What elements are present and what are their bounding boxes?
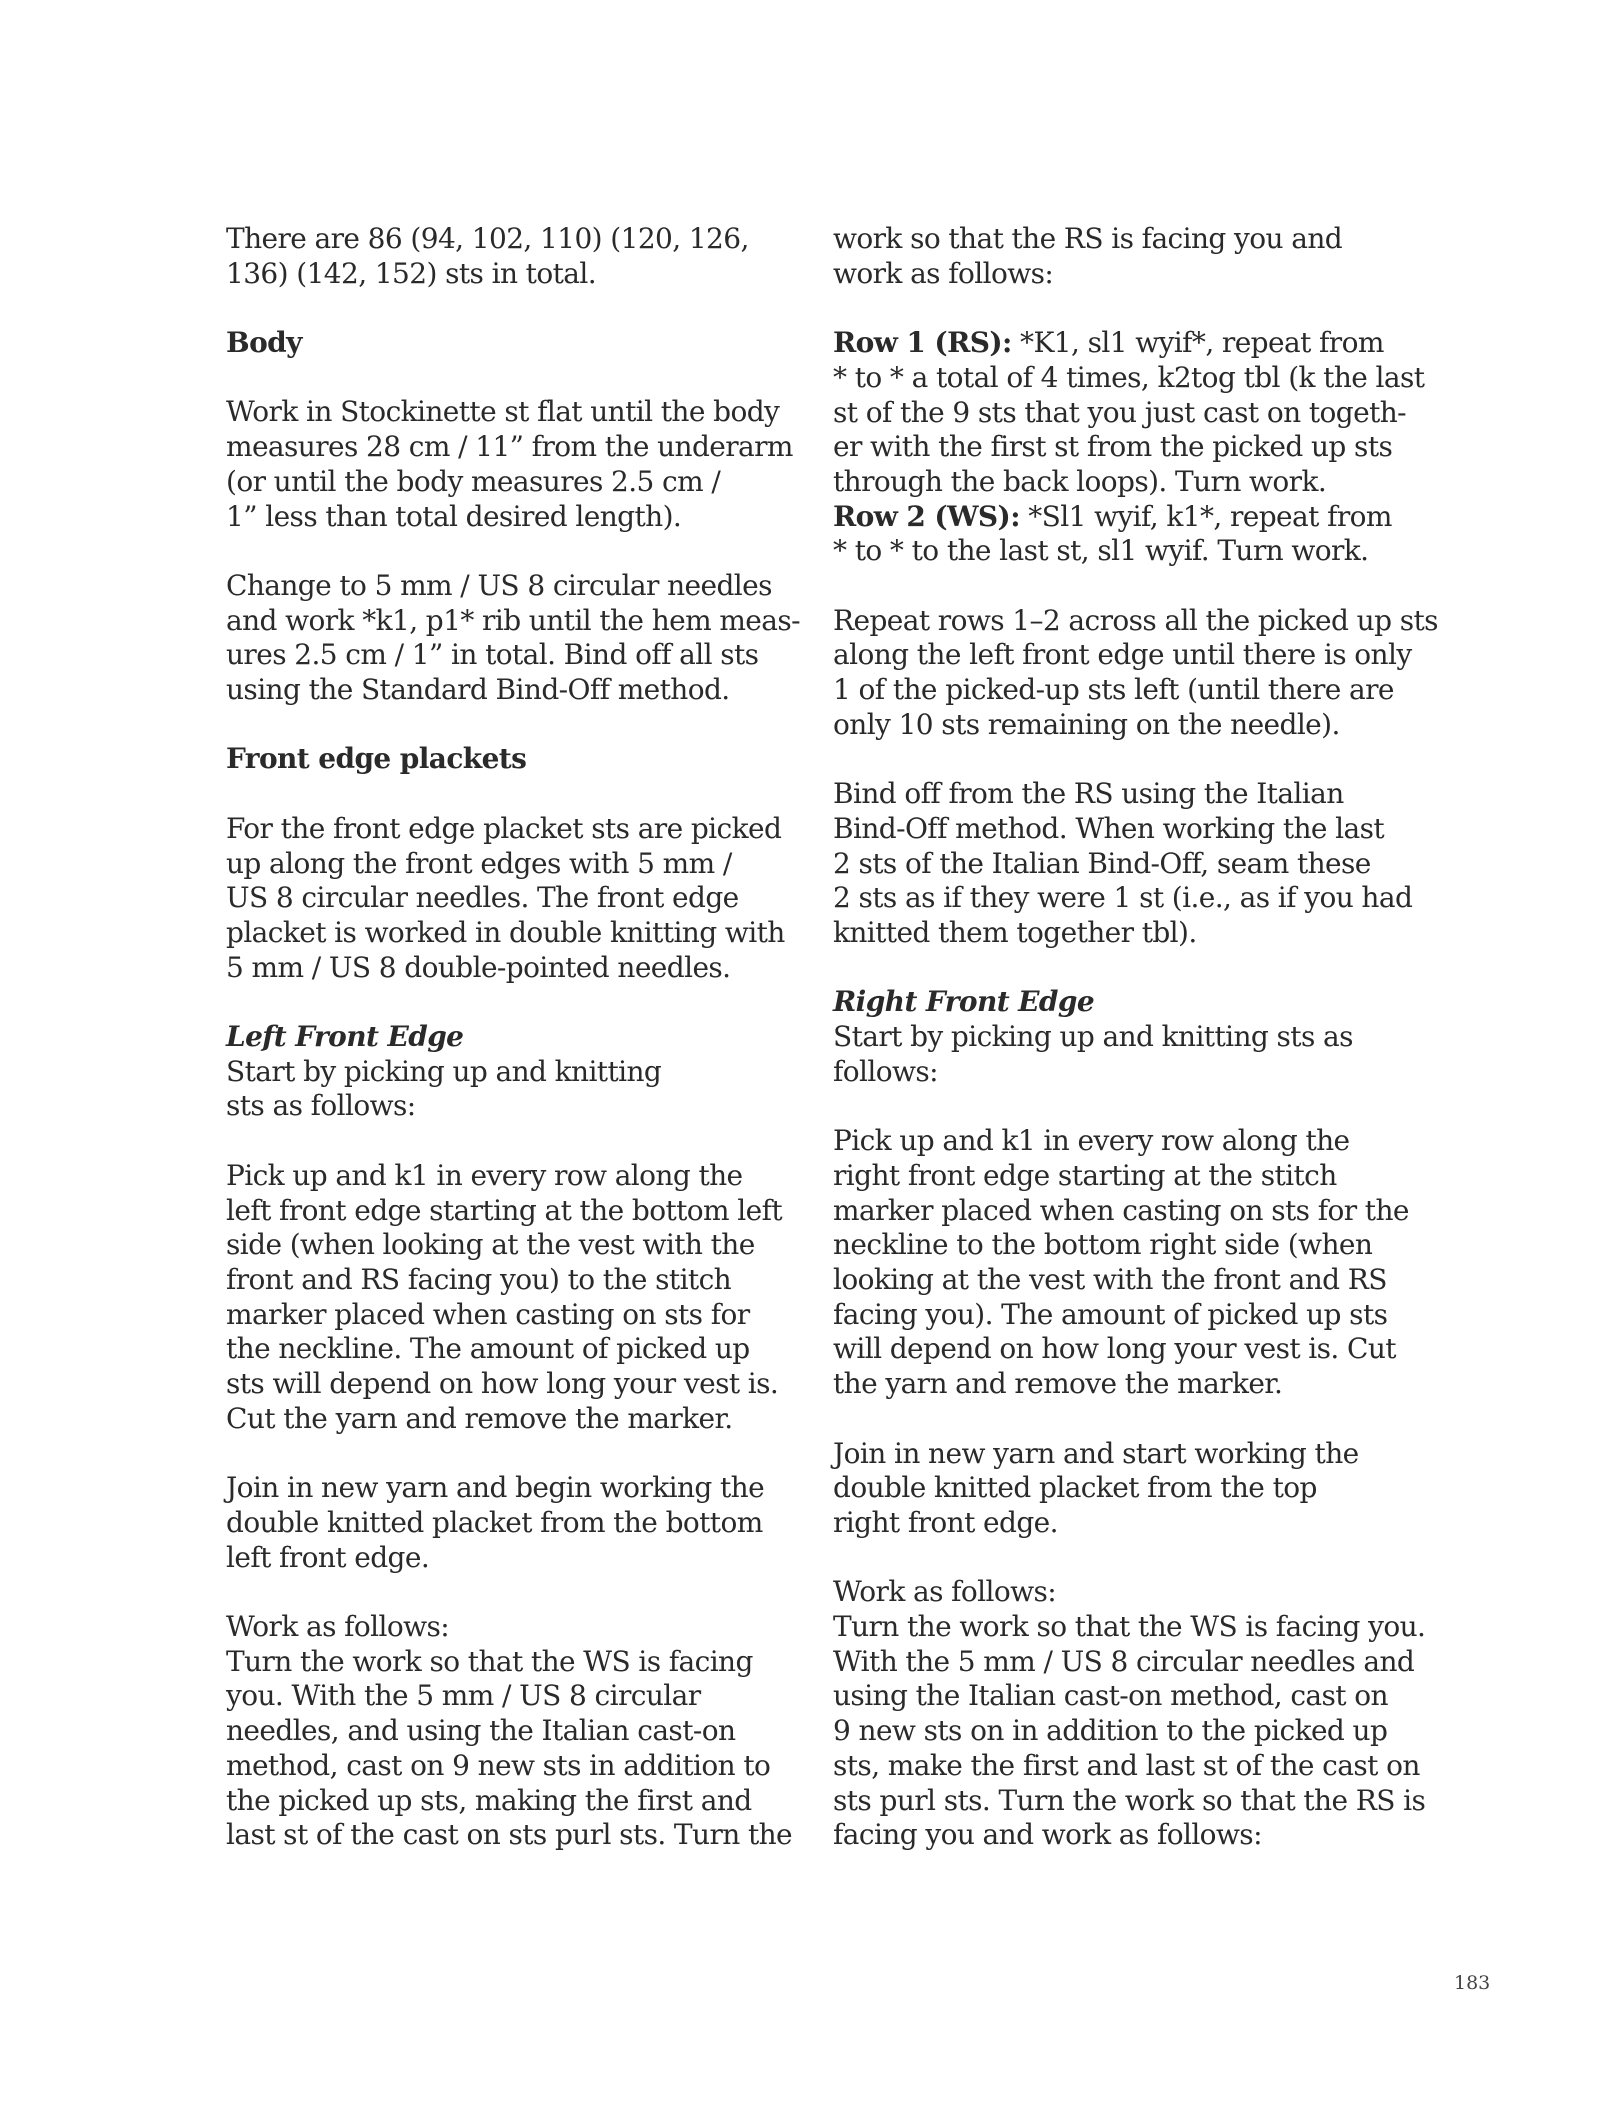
text-line: Repeat rows 1–2 across all the picked up sts [833, 603, 1438, 637]
right-front-edge-heading: Right Front Edge [833, 985, 1095, 1019]
text-line: neckline to the bottom right side (when [833, 1228, 1373, 1262]
text-line: 5 mm / US 8 double-pointed needles. [226, 950, 731, 984]
front-edge-plackets-heading: Front edge plackets [226, 742, 527, 776]
rows-instructions [833, 326, 1425, 569]
text-line: left front edge. [226, 1540, 430, 1574]
text-line: you. With the 5 mm / US 8 circular [226, 1679, 701, 1713]
text-line: and work *k1, p1* rib until the hem meas- [226, 603, 800, 637]
text-line: up along the front edges with 5 mm / [226, 846, 732, 880]
plackets-paragraph [226, 811, 785, 986]
text-line: marker placed when casting on sts for [226, 1297, 750, 1331]
bind-off-paragraph [833, 777, 1413, 951]
text-line: 1” less than total desired length). [226, 499, 682, 533]
text-line: facing you and work as follows: [833, 1818, 1262, 1852]
text-line: along the left front edge until there is only [833, 638, 1412, 672]
text-line: left front edge starting at the bottom left [226, 1193, 783, 1227]
row-1-line [833, 326, 1384, 361]
text-line: 2 sts as if they were 1 st (i.e., as if you had [833, 881, 1413, 915]
body-heading: Body [226, 326, 302, 360]
text-line: st of the 9 sts that you just cast on togeth- [833, 395, 1407, 429]
text-line: Turn the work so that the WS is facing you. [833, 1610, 1426, 1644]
text-line: 2 sts of the Italian Bind-Off, seam these [833, 846, 1371, 880]
text-line: looking at the vest with the front and RS [833, 1263, 1387, 1297]
text-line: the neckline. The amount of picked up [226, 1332, 750, 1366]
text-line: sts will depend on how long your vest is. [226, 1367, 779, 1401]
text-line: facing you). The amount of picked up sts [833, 1297, 1388, 1331]
text-line: Change to 5 mm / US 8 circular needles [226, 568, 772, 602]
body-paragraph-1 [226, 395, 793, 534]
text-line: Work in Stockinette st flat until the body [226, 395, 780, 429]
text-line: Start by picking up and knitting sts as [833, 1020, 1353, 1054]
text-line: 9 new sts on in addition to the picked up [833, 1714, 1388, 1748]
text-line: front and RS facing you) to the stitch [226, 1262, 732, 1296]
left-front-edge-heading: Left Front Edge [226, 1020, 464, 1054]
text-line: through the back loops). Turn work. [833, 464, 1327, 498]
text-line: Bind off from the RS using the Italian [833, 777, 1344, 811]
text-line: ures 2.5 cm / 1” in total. Bind off all sts [226, 638, 759, 672]
text-line: right front edge starting at the stitch [833, 1158, 1337, 1192]
right-front-paragraph-2 [833, 1436, 1359, 1541]
text-line: (or until the body measures 2.5 cm / [226, 464, 721, 498]
text-line: * to * to the last st, sl1 wyif. Turn work. [833, 534, 1369, 568]
continued-paragraph [833, 222, 1353, 291]
text-line: right front edge. [833, 1505, 1058, 1539]
text-line: knitted them together tbl). [833, 916, 1197, 950]
right-front-paragraph-3 [833, 1575, 1426, 1853]
page-number: 183 [1454, 1972, 1491, 1994]
right-front-edge-section [833, 985, 1353, 1089]
text-line: sts, make the first and last st of the cast on [833, 1748, 1420, 1782]
text-line: side (when looking at the vest with the [226, 1228, 755, 1262]
text-line: measures 28 cm / 11” from the underarm [226, 430, 793, 464]
intro-paragraph [226, 222, 749, 291]
text-line: * to * a total of 4 times, k2tog tbl (k the last [833, 360, 1425, 394]
left-front-paragraph-1 [226, 1158, 783, 1437]
left-front-paragraph-2 [226, 1471, 765, 1575]
text-line: using the Standard Bind-Off method. [226, 673, 730, 707]
text-line: Join in new yarn and begin working the [226, 1471, 765, 1505]
text-line: double knitted placket from the bottom [226, 1505, 763, 1539]
text-line: 136) (142, 152) sts in total. [226, 256, 596, 290]
text-line: double knitted placket from the top [833, 1471, 1317, 1505]
text-line: Turn the work so that the WS is facing [226, 1644, 753, 1678]
row-2-text: *Sl1 wyif, k1*, repeat from [1019, 499, 1392, 533]
text-line: only 10 sts remaining on the needle). [833, 707, 1340, 741]
left-front-paragraph-3 [226, 1609, 793, 1853]
right-front-paragraph-1 [833, 1124, 1409, 1402]
row-1-text: *K1, sl1 wyif*, repeat from [1011, 326, 1384, 360]
text-line: Pick up and k1 in every row along the [226, 1158, 743, 1192]
text-line: With the 5 mm / US 8 circular needles and [833, 1644, 1415, 1678]
text-line: There are 86 (94, 102, 110) (120, 126, [226, 222, 749, 255]
text-line: method, cast on 9 new sts in addition to [226, 1748, 771, 1782]
row-1-label: Row 1 (RS): [833, 326, 1012, 360]
text-line: using the Italian cast-on method, cast on [833, 1679, 1388, 1713]
text-line: placket is worked in double knitting with [226, 915, 785, 949]
text-line: er with the first st from the picked up sts [833, 430, 1393, 464]
text-line: sts purl sts. Turn the work so that the RS is [833, 1783, 1426, 1817]
text-line: Pick up and k1 in every row along the [833, 1124, 1350, 1158]
body-paragraph-2 [226, 568, 800, 708]
text-line: the yarn and remove the marker. [833, 1367, 1283, 1401]
text-line: follows: [833, 1054, 938, 1088]
text-line: Cut the yarn and remove the marker. [226, 1401, 733, 1435]
text-line: needles, and using the Italian cast-on [226, 1714, 736, 1748]
right-column [833, 222, 1438, 1853]
text-line: will depend on how long your vest is. Cut [833, 1332, 1396, 1366]
text-line: Work as follows: [226, 1609, 450, 1643]
text-line: Join in new yarn and start working the [833, 1436, 1359, 1470]
text-line: work as follows: [833, 256, 1054, 290]
row-2-line [833, 499, 1392, 535]
text-line: marker placed when casting on sts for the [833, 1193, 1409, 1227]
text-line: US 8 circular needles. The front edge [226, 881, 739, 915]
repeat-paragraph [833, 603, 1438, 743]
row-2-label: Row 2 (WS): [833, 499, 1020, 533]
left-front-edge-section [226, 1020, 746, 1124]
text-line: work so that the RS is facing you and [833, 222, 1343, 255]
text-line: 1 of the picked-up sts left (until there are [833, 673, 1394, 707]
left-column [226, 222, 800, 1853]
text-line: For the front edge placket sts are picked [226, 811, 782, 845]
text-line: Bind-Off method. When working the last [833, 811, 1385, 845]
text-line: Work as follows: [833, 1575, 1057, 1609]
text-line: last st of the cast on sts purl sts. Turn the [226, 1818, 793, 1852]
text-line: sts as follows: [226, 1089, 416, 1123]
text-line: Start by picking up and knitting [226, 1054, 662, 1088]
text-line: the picked up sts, making the first and [226, 1783, 752, 1817]
